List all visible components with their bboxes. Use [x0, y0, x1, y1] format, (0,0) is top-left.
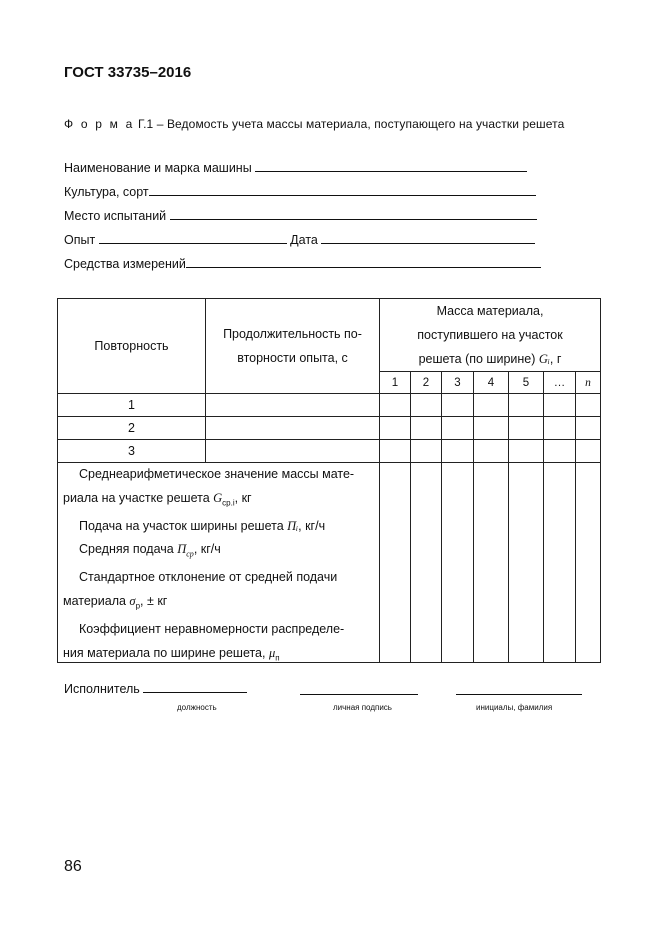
summary-std-line2: материала $\sigma_р$, ± кг [63, 593, 168, 611]
field-label: Опыт [64, 233, 96, 247]
table-cell[interactable] [442, 463, 474, 663]
field-blank-line[interactable] [149, 185, 536, 196]
form-title-prefix: Ф о р м а [64, 117, 135, 131]
table-cell[interactable] [509, 394, 544, 417]
table-cell[interactable] [206, 417, 380, 440]
table-cell[interactable] [442, 440, 474, 463]
table-cell[interactable] [411, 440, 442, 463]
name-caption: инициалы, фамилия [476, 703, 553, 712]
summary-average-line2: риала на участке решета $G_{ср.i}$, кг [63, 490, 252, 508]
header-repeat: Повторность [58, 299, 206, 394]
position-caption: должность [177, 703, 217, 712]
table-cell[interactable] [474, 440, 509, 463]
summary-feed: Подача на участок ширины решета Пᵢ, кг/ч [79, 518, 326, 533]
signature-label: Исполнитель [64, 682, 140, 696]
field-blank-line[interactable] [255, 161, 527, 172]
table-cell[interactable] [411, 463, 442, 663]
field-label: Наименование и марка машины [64, 161, 252, 175]
header-mass: Масса материала, поступившего на участок решета (по ширине) Gᵢ, г [380, 299, 601, 372]
table-cell[interactable] [380, 440, 411, 463]
table-cell[interactable] [544, 394, 576, 417]
field-instruments [64, 257, 541, 271]
table-cell[interactable] [509, 440, 544, 463]
table-cell[interactable] [206, 394, 380, 417]
signature-row [64, 682, 247, 696]
form-title-text: Г.1 – Ведомость учета массы материала, поступающего на участки решета [134, 117, 565, 131]
table-cell[interactable] [380, 417, 411, 440]
field-label: Место испытаний [64, 209, 167, 223]
field-crop [64, 185, 536, 199]
field-label-date: Дата [290, 233, 318, 247]
field-blank-line[interactable] [321, 233, 535, 244]
field-label: Культура, сорт [64, 185, 149, 199]
subcol-3: 3 [442, 372, 474, 394]
subcol-2: 2 [411, 372, 442, 394]
subcol-5: 5 [509, 372, 544, 394]
subcol-ellipsis: … [544, 372, 576, 394]
table-cell[interactable] [544, 463, 576, 663]
table-row-3-label: 3 [58, 440, 206, 463]
table-cell[interactable] [206, 440, 380, 463]
table-cell[interactable] [509, 417, 544, 440]
field-test-site [64, 209, 537, 223]
field-label: Средства измерений [64, 257, 186, 271]
table-cell[interactable] [576, 463, 601, 663]
table-cell[interactable] [576, 440, 601, 463]
table-cell[interactable] [411, 394, 442, 417]
subcol-n: n [576, 372, 601, 394]
summary-coef-line2: ния материала по ширине решета, $\mu_п$ [63, 645, 280, 663]
summary-mean-feed: Средняя подача $П_{ср}$, кг/ч [79, 542, 221, 559]
table-cell[interactable] [474, 463, 509, 663]
summary-average-line1: Среднеарифметическое значение массы мате- [79, 467, 355, 481]
table-cell[interactable] [380, 394, 411, 417]
field-blank-line[interactable] [99, 233, 287, 244]
page-number: 86 [64, 858, 82, 875]
field-blank-line[interactable] [170, 209, 537, 220]
field-blank-line[interactable] [186, 257, 541, 268]
table-cell[interactable] [442, 394, 474, 417]
field-machine [64, 161, 527, 175]
document-standard-number: ГОСТ 33735–2016 [64, 64, 192, 81]
table-cell[interactable] [509, 463, 544, 663]
subcol-4: 4 [474, 372, 509, 394]
name-blank-line[interactable] [456, 684, 582, 695]
table-cell[interactable] [576, 394, 601, 417]
table-cell[interactable] [411, 417, 442, 440]
signature-blank-line[interactable] [300, 684, 418, 695]
table-cell[interactable] [544, 417, 576, 440]
summary-std-line1: Стандартное отклонение от средней подачи [79, 570, 338, 585]
field-experiment-date [64, 233, 535, 247]
header-duration: Продолжительность по- вторности опыта, с [206, 299, 380, 394]
table-row-1-label: 1 [58, 394, 206, 417]
summary-coef-line1: Коэффициент неравномерности распределе- [79, 622, 345, 637]
table-cell[interactable] [576, 417, 601, 440]
signature-caption: личная подпись [333, 703, 392, 712]
table-cell[interactable] [474, 417, 509, 440]
table-cell[interactable] [442, 417, 474, 440]
summary-text [57, 463, 379, 670]
table-cell[interactable] [544, 440, 576, 463]
subcol-1: 1 [380, 372, 411, 394]
position-blank-line[interactable] [143, 682, 247, 693]
form-title [64, 117, 564, 131]
table-cell[interactable] [380, 463, 411, 663]
table-cell[interactable] [474, 394, 509, 417]
table-row-2-label: 2 [58, 417, 206, 440]
